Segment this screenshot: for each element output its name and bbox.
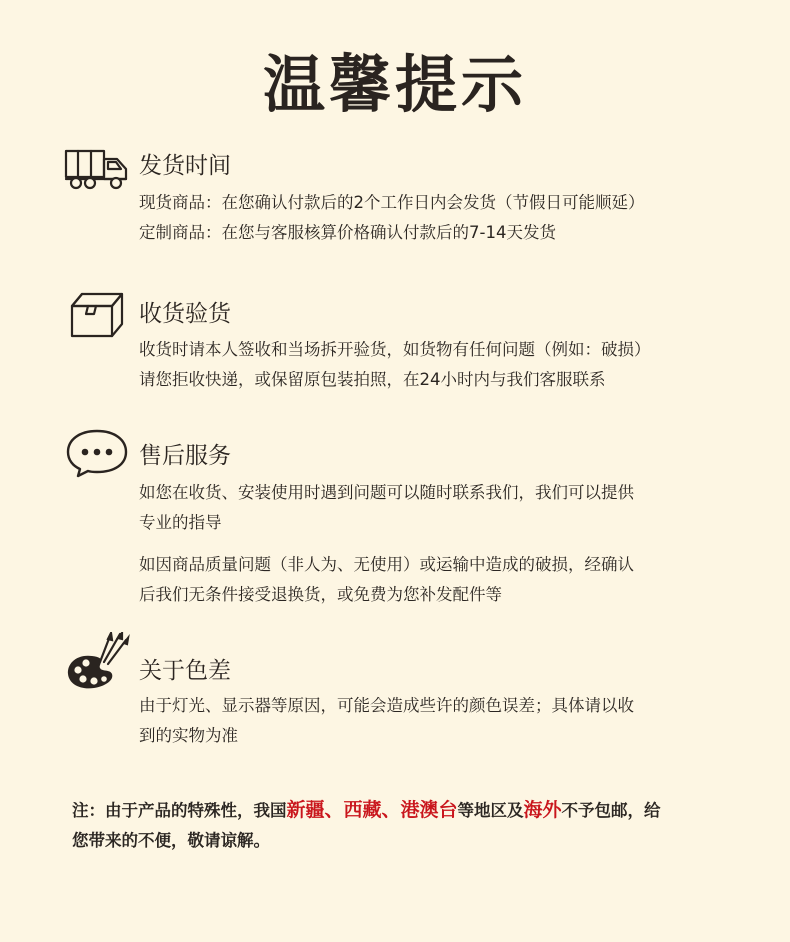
box-icon [64, 290, 130, 340]
note-prefix: 注：由于产品的特殊性，我国 [72, 801, 287, 820]
text-line: 专业的指导 [139, 513, 222, 532]
section-paragraph [139, 691, 739, 751]
text-line: 定制商品：在您与客服核算价格确认付款后的7-14天发货 [139, 223, 556, 242]
note-line: 您带来的不便，敬请谅解。 [72, 831, 270, 850]
section-paragraph [139, 478, 739, 538]
chat-bubble-icon [64, 428, 130, 478]
section-paragraph [139, 188, 739, 248]
note-middle: 等地区及 [457, 801, 524, 820]
text-line: 如您在收货、安装使用时遇到问题可以随时联系我们，我们可以提供 [139, 483, 634, 502]
note-region-highlight: 新疆、西藏、港澳台 [286, 799, 458, 821]
text-line: 到的实物为准 [139, 726, 238, 745]
text-line: 由于灯光、显示器等原因，可能会造成些许的颜色误差；具体请以收 [139, 696, 634, 715]
section-title: 关于色差 [139, 658, 231, 684]
note-suffix: 不予包邮，给 [561, 801, 661, 820]
page-title: 温馨提示 [262, 48, 527, 121]
section-title: 售后服务 [139, 443, 231, 469]
section-title: 收货验货 [139, 301, 231, 327]
shipping-note [72, 795, 752, 856]
palette-icon [64, 632, 130, 692]
section-paragraph [139, 335, 739, 395]
text-line: 收货时请本人签收和当场拆开验货，如货物有任何问题（例如：破损） [139, 340, 651, 359]
text-line: 现货商品：在您确认付款后的2个工作日内会发货（节假日可能顺延） [139, 193, 645, 212]
text-line: 后我们无条件接受退换货，或免费为您补发配件等 [139, 585, 502, 604]
text-line: 如因商品质量问题（非人为、无使用）或运输中造成的破损，经确认 [139, 555, 634, 574]
note-line [72, 795, 752, 826]
truck-icon [64, 145, 130, 195]
section-paragraph [139, 550, 739, 610]
section-title: 发货时间 [139, 153, 231, 179]
note-overseas-highlight: 海外 [523, 799, 562, 821]
text-line: 请您拒收快递，或保留原包装拍照，在24小时内与我们客服联系 [139, 370, 606, 389]
